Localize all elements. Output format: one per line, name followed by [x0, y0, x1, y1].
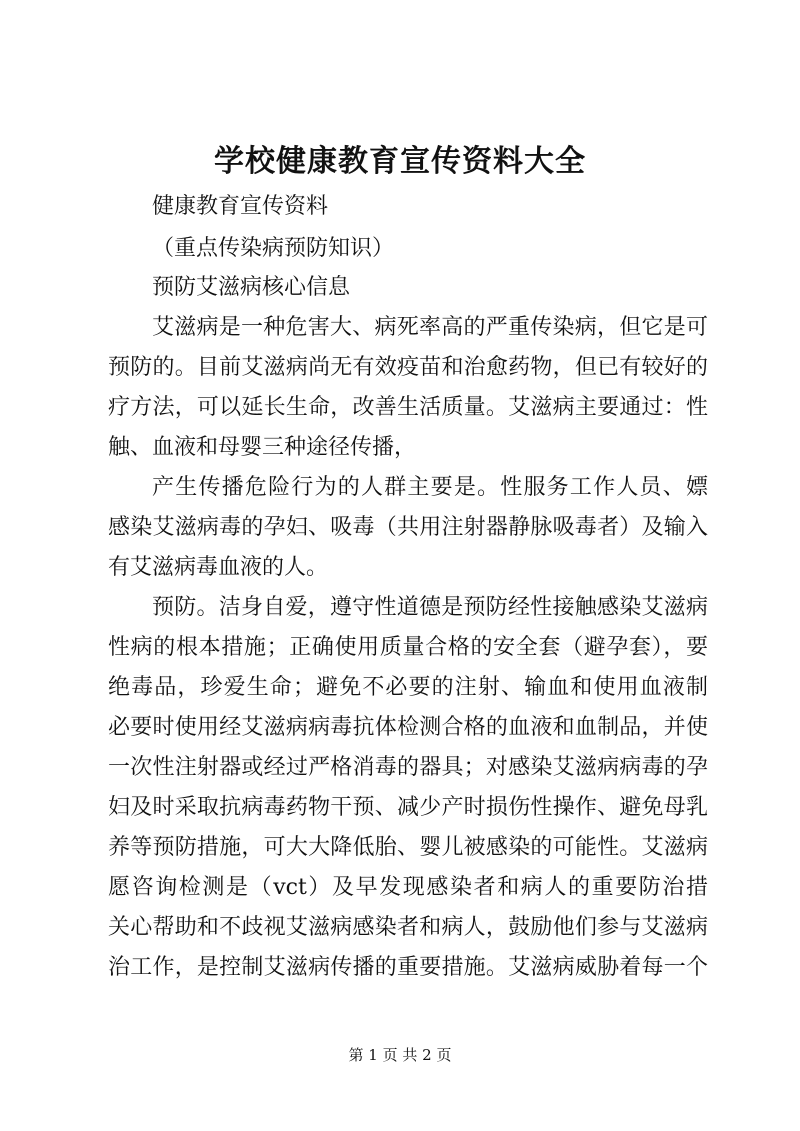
- paragraph-line: 绝毒品，珍爱生命；避免不必要的注射、输血和使用血液制: [108, 675, 708, 700]
- section-heading: 预防艾滋病核心信息: [152, 275, 351, 300]
- page-footer: 第 1 页 共 2 页: [348, 1046, 452, 1064]
- paragraph-line: 有艾滋病毒血液的人。: [108, 555, 329, 580]
- section-subheading: （重点传染病预防知识）: [152, 236, 395, 261]
- paragraph-line: 预防的。目前艾滋病尚无有效疫苗和治愈药物，但已有较好的: [108, 355, 708, 380]
- paragraph-line: 一次性注射器或经过严格消毒的器具；对感染艾滋病病毒的孕: [108, 755, 708, 780]
- paragraph-line: 预防。洁身自爱，遵守性道德是预防经性接触感染艾滋病: [152, 595, 708, 620]
- paragraph-line: 愿咨询检测是（vct）及早发现感染者和病人的重要防治措: [108, 875, 708, 900]
- paragraph-line: 必要时使用经艾滋病病毒抗体检测合格的血液和血制品，并使: [108, 715, 708, 740]
- paragraph-line: 治工作，是控制艾滋病传播的重要措施。艾滋病威胁着每一个: [108, 955, 708, 980]
- paragraph-line: 妇及时采取抗病毒药物干预、减少产时损伤性操作、避免母乳: [108, 795, 708, 820]
- paragraph-line: 感染艾滋病毒的孕妇、吸毒（共用注射器静脉吸毒者）及输入: [108, 515, 708, 540]
- paragraph-line: 养等预防措施，可大大降低胎、婴儿被感染的可能性。艾滋病: [108, 835, 708, 860]
- page-title: 学校健康教育宣传资料大全: [214, 144, 586, 179]
- section-heading: 健康教育宣传资料: [152, 194, 329, 219]
- paragraph-line: 艾滋病是一种危害大、病死率高的严重传染病，但它是可: [152, 315, 708, 340]
- paragraph-line: 性病的根本措施；正确使用质量合格的安全套（避孕套），要: [108, 635, 708, 660]
- paragraph-line: 疗方法，可以延长生命，改善生活质量。艾滋病主要通过：性: [108, 395, 708, 420]
- paragraph-line: 关心帮助和不歧视艾滋病感染者和病人，鼓励他们参与艾滋病: [108, 915, 708, 940]
- paragraph-line: 产生传播危险行为的人群主要是。性服务工作人员、嫖: [152, 475, 708, 500]
- paragraph-line: 触、血液和母婴三种途径传播，: [108, 435, 417, 460]
